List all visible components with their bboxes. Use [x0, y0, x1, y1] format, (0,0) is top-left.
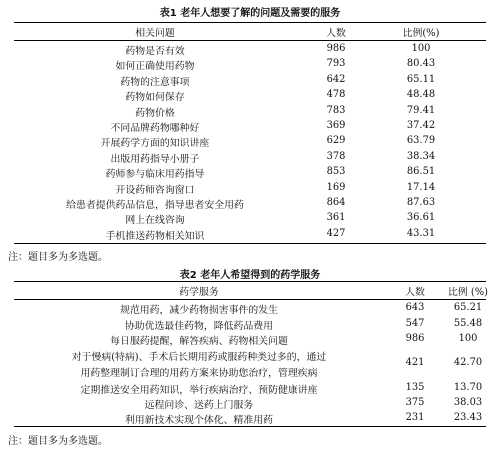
table1-cell-ratio: 79.41: [406, 104, 436, 116]
table1-cell-count: 783: [326, 104, 346, 116]
table1-cell-label: 给患者提供药品信息，指导患者安全用药: [66, 200, 244, 211]
table2-header-service: 药学服务: [179, 287, 219, 298]
table2-cell-count: 135: [405, 382, 425, 393]
table2-cell-ratio: 13.70: [453, 382, 483, 393]
table2-cell-count: 375: [405, 397, 425, 408]
table2-cell-label: 利用新技术实现个体化、精准用药: [124, 415, 274, 426]
table2-cell-ratio: 55.48: [453, 317, 483, 329]
table2-cell-count: 643: [405, 302, 425, 313]
table2-cell-count: 986: [405, 333, 425, 345]
table2-cell-count: 547: [405, 317, 425, 329]
table1-cell-count: 986: [326, 43, 346, 54]
table1-top-rule: [14, 22, 486, 23]
table2-cell-ratio: 42.70: [453, 357, 483, 368]
table1-cell-label: 药物是否有效: [125, 46, 185, 57]
table1-header-rule: [14, 40, 486, 41]
table1-cell-count: 642: [326, 73, 346, 85]
table1-cell-label: 手机推送药物相关知识: [105, 230, 205, 242]
table2-cell-label: 远程问诊、送药上门服务: [144, 400, 254, 411]
table1-cell-ratio: 87.63: [406, 197, 436, 208]
table2-header-count: 人数: [405, 287, 425, 298]
table1-caption: 表1 老年人想要了解的问题及需要的服务: [159, 8, 341, 19]
table1-cell-count: 361: [326, 212, 346, 224]
table1-cell-ratio: 43.31: [406, 227, 436, 239]
table1-cell-ratio: 100: [411, 43, 431, 54]
table1-cell-count: 369: [326, 120, 346, 131]
table1-cell-ratio: 80.43: [406, 58, 436, 70]
table1-cell-ratio: 36.61: [406, 212, 436, 224]
table1-cell-ratio: 63.79: [406, 135, 436, 147]
table1-cell-ratio: 48.48: [406, 89, 436, 101]
table1-cell-ratio: 65.11: [406, 73, 436, 85]
table1-cell-label: 开展药学方面的知识讲座: [100, 138, 210, 150]
table1-cell-count: 793: [326, 58, 346, 70]
table1-header-ratio: 比例(%): [402, 28, 440, 39]
table2-cell-label: 用药整理制订合理的用药方案来协助您治疗，管理疾病: [80, 368, 318, 379]
table2-cell-ratio: 23.43: [453, 412, 483, 423]
table1-cell-label: 药物的注意事项: [120, 76, 190, 88]
table1-cell-count: 478: [326, 89, 346, 101]
table2-cell-ratio: 100: [458, 333, 478, 345]
table1-cell-label: 如何正确使用药物: [115, 61, 195, 73]
table2-header-rule: [14, 299, 486, 300]
table1-cell-label: 不同品牌药物哪种好: [110, 123, 200, 134]
table2-cell-label: 定期推送安全用药知识，举行疾病治疗、预防健康讲座: [80, 385, 318, 396]
table2-top-rule: [14, 281, 486, 282]
table1-header-count: 人数: [326, 28, 346, 39]
table1-cell-count: 853: [326, 166, 346, 178]
table1-cell-ratio: 17.14: [406, 181, 436, 193]
table2-cell-ratio: 38.03: [453, 397, 483, 408]
table1-cell-count: 378: [326, 150, 346, 162]
table1-cell-count: 864: [326, 197, 346, 208]
table1-cell-label: 出版用药指导小册子: [110, 153, 200, 165]
table1-cell-label: 网上在线咨询: [125, 215, 185, 227]
table2-cell-label: 对于慢病(特病)、手术后长期用药或服药种类过多的，通过: [71, 352, 327, 363]
table1-cell-label: 药师参与临床用药指导: [105, 169, 205, 181]
table1-header-issue: 相关问题: [135, 28, 175, 39]
table2-header-ratio: 比例 (%): [448, 287, 488, 298]
table2-cell-label: 规范用药，减少药物损害事件的发生: [119, 305, 278, 316]
table1-cell-count: 629: [326, 135, 346, 147]
table1-bottom-rule: [14, 243, 486, 244]
table1-cell-ratio: 86.51: [406, 166, 436, 178]
table1-note: 注：题目多为多选题。: [8, 252, 108, 263]
table1-cell-label: 药物价格: [135, 107, 175, 119]
table1-cell-ratio: 37.42: [406, 120, 436, 131]
table1-cell-count: 169: [326, 181, 346, 193]
table1-cell-label: 开设药师咨询窗口: [115, 184, 195, 196]
table2-note: 注：题目多为多选题。: [8, 436, 108, 447]
table1-cell-ratio: 38.34: [406, 150, 436, 162]
table1-cell-count: 427: [326, 227, 346, 239]
table2-cell-label: 协助优选最佳药物，降低药品费用: [124, 320, 274, 332]
table2-cell-count: 421: [405, 357, 425, 368]
table2-cell-ratio: 65.21: [453, 302, 483, 313]
table2-bottom-rule: [14, 426, 486, 427]
table2-cell-label: 每日服药提醒，解答疾病、药物相关问题: [110, 336, 288, 348]
table2-cell-count: 231: [405, 412, 425, 423]
table2-caption: 表2 老年人希望得到的药学服务: [179, 270, 321, 281]
table1-cell-label: 药物如何保存: [125, 92, 185, 104]
